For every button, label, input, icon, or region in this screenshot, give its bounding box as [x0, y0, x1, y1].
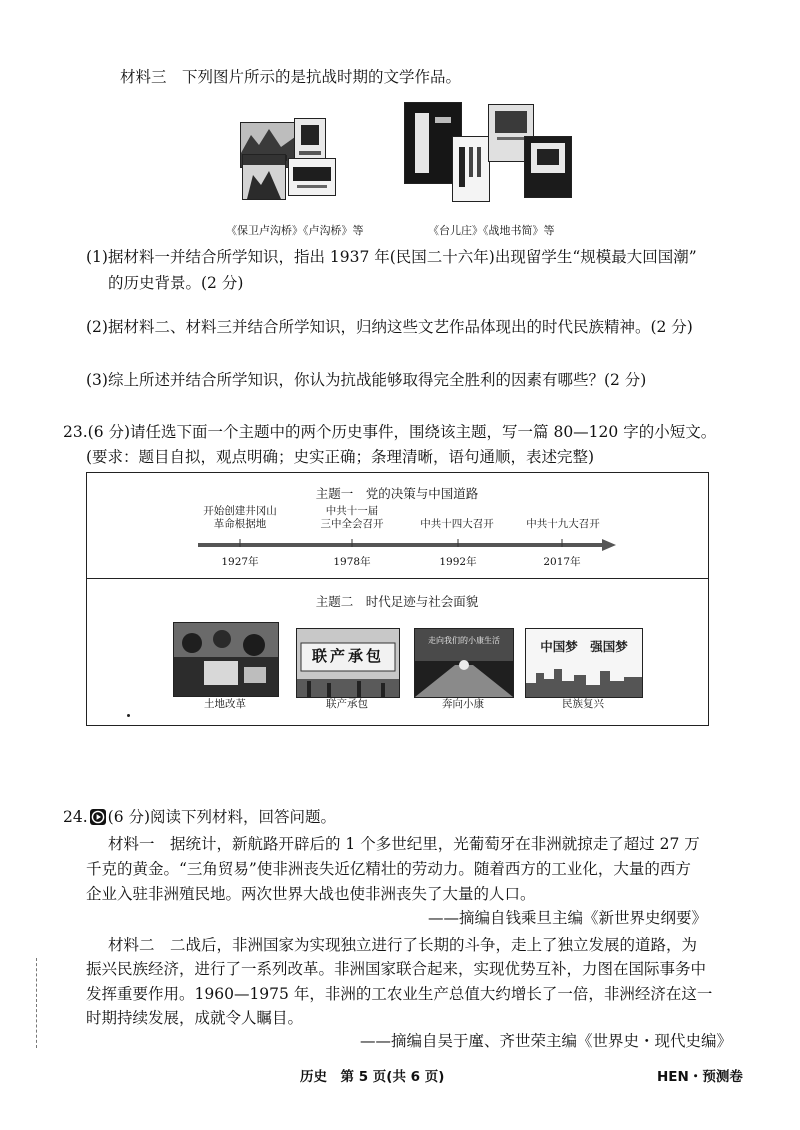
q24-m2-line3: 发挥重要作用。1960—1975 年，非洲的工农业生产总值大约增长了一倍，非洲经济在这一	[86, 985, 713, 1003]
timeline-year-4: 2017年	[543, 556, 581, 568]
photo-sign-text: 中国梦 强国梦	[540, 639, 628, 654]
q23-line2: (要求：题目自拟，观点明确；史实正确；条理清晰，语句通顺，表述完整)	[86, 448, 595, 466]
q24-m2-line1: 材料二 二战后，非洲国家为实现独立进行了长期的斗争，走上了独立发展的道路，为	[108, 936, 698, 954]
photo-caption-3: 奔向小康	[442, 698, 484, 710]
dot-mark	[127, 714, 130, 717]
q24-m2-source: ——摘编自吴于廑、齐世荣主编《世界史・现代史编》	[360, 1032, 733, 1050]
timeline-event-label: 中共十一届	[325, 505, 379, 517]
timeline-axis	[196, 538, 620, 554]
photo-caption-4: 民族复兴	[562, 698, 604, 710]
photo-toward-xiaokang	[414, 628, 514, 698]
timeline-event-label: 中共十九大召开	[526, 518, 600, 530]
book-cover-image	[288, 158, 336, 196]
book-caption-left: 《保卫卢沟桥》《卢沟桥》等	[226, 224, 364, 237]
timeline-event-label: 三中全会召开	[320, 518, 384, 530]
q24-m1-line2: 千克的黄金。“三角贸易”使非洲丧失近亿精壮的劳动力。随着西方的工业化，大量的西方	[86, 860, 691, 878]
photo-national-rejuvenation	[525, 628, 643, 698]
page-footer-subject: 历史 第 5 页(共 6 页)	[300, 1069, 445, 1085]
book-cover-image	[524, 136, 572, 198]
topic-divider	[86, 578, 708, 579]
q22-3: (3)综上所述并结合所学知识，你认为抗战能够取得完全胜利的因素有哪些？(2 分)	[86, 371, 647, 389]
timeline-event-label: 开始创建井冈山	[203, 505, 277, 517]
photo-caption-1: 土地改革	[204, 698, 246, 710]
timeline-event-2	[312, 505, 392, 531]
timeline-event-4	[518, 518, 608, 531]
q24-m1-line3: 企业入驻非洲殖民地。两次世界大战也使非洲丧失了大量的人口。	[86, 885, 536, 903]
q22-1-line2: 的历史背景。(2 分)	[108, 274, 244, 292]
timeline-year-2: 1978年	[333, 556, 371, 568]
book-caption-right: 《台儿庄》《战地书简》等	[428, 224, 555, 237]
timeline-event-1	[200, 505, 280, 531]
book-cover-collage-left	[236, 118, 340, 204]
topic2-title: 主题二 时代足迹与社会面貌	[315, 594, 479, 609]
q24-title	[63, 807, 336, 827]
timeline-event-3	[412, 518, 502, 531]
q24-m2-line2: 振兴民族经济，进行了一系列改革。非洲国家联合起来，实现优势互补，力图在国际事务中	[86, 960, 707, 978]
book-cover-image	[242, 154, 286, 200]
q24-m1-source: ——摘编自钱乘旦主编《新世界史纲要》	[428, 909, 708, 927]
q22-1-line1: (1)据材料一并结合所学知识，指出 1937 年(民国二十六年)出现留学生“规模最大回国潮”	[86, 248, 697, 266]
timeline-event-label: 革命根据地	[213, 518, 267, 530]
binding-dashed-line	[36, 958, 37, 1048]
photo-sign-text: 走向我们的小康生活	[428, 636, 500, 645]
q23-line1: 23.(6 分)请任选下面一个主题中的两个历史事件，围绕该主题，写一篇 80—120 字的小短文。	[63, 423, 717, 441]
page-footer-code: HEN・预测卷	[657, 1069, 743, 1085]
topic1-title: 主题一 党的决策与中国道路	[315, 486, 479, 501]
photo-land-reform	[173, 622, 279, 697]
timeline-year-3: 1992年	[439, 556, 477, 568]
photo-sign-text: 联产承包	[311, 647, 384, 665]
q22-2: (2)据材料二、材料三并结合所学知识，归纳这些文艺作品体现出的时代民族精神。(2 分)	[86, 318, 693, 336]
material3-intro: 材料三 下列图片所示的是抗战时期的文学作品。	[120, 68, 462, 86]
q24-m2-line4: 时期持续发展，成就令人瞩目。	[86, 1009, 304, 1027]
photo-household-contract	[296, 628, 400, 698]
q24-m1-line1: 材料一 据统计，新航路开辟后的 1 个多世纪里，光葡萄牙在非洲就掠走了超过 27 万	[108, 835, 700, 853]
q24-number: 24.	[63, 808, 88, 826]
book-cover-collage-right	[404, 102, 572, 206]
photo-caption-2: 联产承包	[326, 698, 368, 710]
play-icon[interactable]	[90, 809, 106, 825]
q24-title-text: (6 分)阅读下列材料，回答问题。	[107, 808, 337, 826]
book-cover-image	[452, 136, 490, 202]
timeline-year-1: 1927年	[221, 556, 259, 568]
timeline-event-label: 中共十四大召开	[420, 518, 494, 530]
